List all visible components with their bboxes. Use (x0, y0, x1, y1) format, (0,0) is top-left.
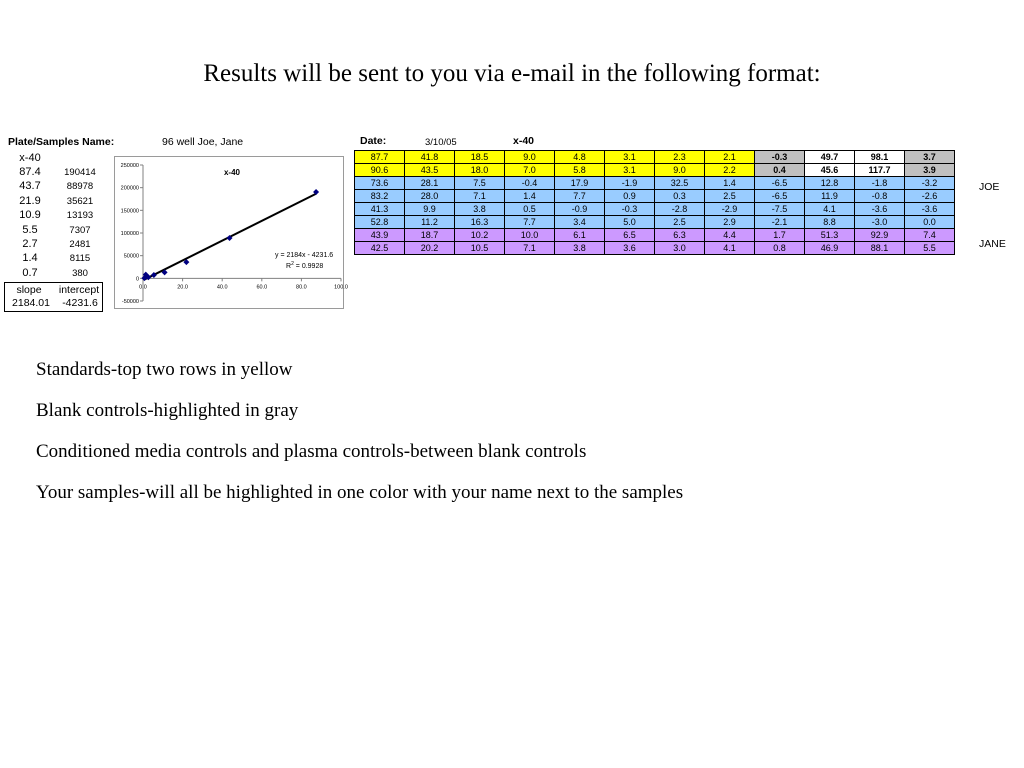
plate-cell: -0.3 (605, 203, 655, 216)
plate-cell: 17.9 (555, 177, 605, 190)
y-tick-label: 150000 (120, 208, 139, 215)
plate-cell: -0.9 (555, 203, 605, 216)
standard-signal: 88978 (66, 181, 94, 192)
plate-cell: 32.5 (655, 177, 705, 190)
plate-cell: 5.0 (605, 216, 655, 229)
sample-label-joe: JOE (979, 181, 1000, 193)
plate-cell: 0.5 (505, 203, 555, 216)
standard-signal: 8115 (69, 253, 91, 264)
plate-cell: 10.0 (505, 229, 555, 242)
plate-cell: -0.3 (755, 151, 805, 164)
plate-cell: 18.0 (455, 164, 505, 177)
instruction-line: Standards-top two rows in yellow (36, 359, 293, 380)
plate-samples-value: 96 well Joe, Jane (162, 136, 244, 148)
plate-cell: 3.8 (555, 242, 605, 255)
plate-cell: 42.5 (355, 242, 405, 255)
date-label: Date: (360, 135, 387, 147)
plate-cell: -2.9 (705, 203, 755, 216)
plate-cell: 0.9 (605, 190, 655, 203)
plate-cell: 3.6 (605, 242, 655, 255)
plate-cell: 3.1 (605, 151, 655, 164)
plate-cell: 10.2 (455, 229, 505, 242)
standard-concentration: 5.5 (22, 224, 38, 236)
r-squared-letter: R (286, 263, 292, 270)
plate-cell: 20.2 (405, 242, 455, 255)
sample-label-jane: JANE (979, 238, 1006, 250)
plate-cell: 18.5 (455, 151, 505, 164)
standard-concentration: 21.9 (19, 195, 41, 207)
chart-title: x-40 (223, 168, 241, 177)
plate-cell: -6.5 (755, 190, 805, 203)
plate-cell: -1.8 (855, 177, 905, 190)
plate-row (355, 242, 955, 255)
plate-cell: 7.1 (455, 190, 505, 203)
plate-cell: -3.2 (905, 177, 955, 190)
plate-cell: 4.4 (705, 229, 755, 242)
plate-cell: 98.1 (855, 151, 905, 164)
plate-cell: -7.5 (755, 203, 805, 216)
plate-cell: 7.1 (505, 242, 555, 255)
r-squared-value: = 0.9928 (293, 263, 324, 270)
plate-cell: 28.0 (405, 190, 455, 203)
plate-cell: 2.3 (655, 151, 705, 164)
y-tick-label: -50000 (121, 299, 139, 305)
standard-concentration: 87.4 (19, 166, 41, 178)
slope-label: slope (16, 284, 42, 296)
plate-cell: 49.7 (805, 151, 855, 164)
plate-cell: 9.0 (655, 164, 705, 177)
plate-row (355, 216, 955, 229)
instructions-list (36, 356, 683, 520)
r-squared-superscript: 2 (291, 261, 294, 267)
standard-signal: 190414 (64, 167, 96, 178)
assay-label: x-40 (513, 135, 535, 147)
standard-signal: 13193 (66, 210, 94, 221)
y-tick-label: 250000 (120, 163, 139, 169)
standard-concentration: 0.7 (22, 267, 38, 279)
plate-cell: 9.0 (505, 151, 555, 164)
plate-cell: 90.6 (355, 164, 405, 177)
plate-cell: 8.8 (805, 216, 855, 229)
plate-cell: 88.1 (855, 242, 905, 255)
standards-header: x-40 (19, 152, 41, 164)
date-value: 3/10/05 (425, 137, 457, 148)
plate-cell: -2.8 (655, 203, 705, 216)
plate-cell: 41.8 (405, 151, 455, 164)
standard-concentration: 2.7 (22, 238, 38, 250)
plate-cell: 11.9 (805, 190, 855, 203)
plate-cell: 3.0 (655, 242, 705, 255)
plate-cell: 46.9 (805, 242, 855, 255)
y-tick-label: 50000 (123, 253, 139, 260)
plate-cell: 4.8 (555, 151, 605, 164)
standard-signal: 7307 (69, 225, 91, 236)
x-tick-label: 40.0 (216, 284, 228, 291)
plate-row (355, 190, 955, 203)
plate-cell: 0.3 (655, 190, 705, 203)
plate-cell: 16.3 (455, 216, 505, 229)
page-title: Results will be sent to you via e-mail in the following format: (203, 60, 821, 87)
plate-cell: 3.9 (905, 164, 955, 177)
plate-cell: -0.4 (505, 177, 555, 190)
plate-cell: 7.5 (455, 177, 505, 190)
plate-cell: 87.7 (355, 151, 405, 164)
plate-row (355, 203, 955, 216)
plate-cell: 3.7 (905, 151, 955, 164)
r-squared (286, 261, 323, 270)
plate-cell: 0.4 (755, 164, 805, 177)
standard-curve-chart (114, 156, 348, 309)
plate-cell: -1.9 (605, 177, 655, 190)
plate-cell: -0.8 (855, 190, 905, 203)
x-tick-label: 20.0 (177, 284, 188, 291)
plate-cell: 1.7 (755, 229, 805, 242)
plate-cell: 5.8 (555, 164, 605, 177)
plate-cell: 7.7 (555, 190, 605, 203)
plate-row (355, 151, 955, 164)
plate-cell: 2.9 (705, 216, 755, 229)
standard-concentration: 1.4 (22, 252, 38, 264)
plate-cell: 92.9 (855, 229, 905, 242)
plate-cell: 0.8 (755, 242, 805, 255)
plate-cell: 83.2 (355, 190, 405, 203)
plate-cell: 12.8 (805, 177, 855, 190)
plate-cell: 0.0 (905, 216, 955, 229)
plate-cell: 18.7 (405, 229, 455, 242)
plate-cell: 51.3 (805, 229, 855, 242)
plate-cell: 117.7 (855, 164, 905, 177)
y-tick-label: 200000 (120, 185, 139, 192)
plate-cell: -2.6 (905, 190, 955, 203)
plate-row (355, 177, 955, 190)
plate-cell: -2.1 (755, 216, 805, 229)
plate-cell: 73.6 (355, 177, 405, 190)
plate-cell: -6.5 (755, 177, 805, 190)
plate-cell: 45.6 (805, 164, 855, 177)
standard-signal: 35621 (66, 196, 94, 207)
y-tick-label: 0 (135, 276, 139, 283)
instruction-line: Blank controls-highlighted in gray (36, 400, 299, 421)
plate-cell: 7.4 (905, 229, 955, 242)
plate-cell: 1.4 (505, 190, 555, 203)
plate-cell: 2.5 (655, 216, 705, 229)
plate-cell: 7.0 (505, 164, 555, 177)
x-tick-label: 80.0 (296, 284, 307, 291)
plate-cell: 52.8 (355, 216, 405, 229)
plate-cell: 41.3 (355, 203, 405, 216)
plate-row (355, 229, 955, 242)
plate-cell: 2.5 (705, 190, 755, 203)
x-tick-label: 0.0 (139, 284, 147, 291)
standard-concentration: 43.7 (19, 180, 41, 192)
x-tick-label: 100.0 (334, 284, 348, 291)
plate-results-table (354, 150, 955, 255)
intercept-label: intercept (58, 284, 100, 296)
standard-signal: 380 (72, 268, 88, 279)
plate-cell: 2.1 (705, 151, 755, 164)
plate-cell: 1.4 (705, 177, 755, 190)
plate-cell: -3.6 (905, 203, 955, 216)
plate-cell: 9.9 (405, 203, 455, 216)
plate-cell: 6.1 (555, 229, 605, 242)
plate-cell: 7.7 (505, 216, 555, 229)
plate-cell: 2.2 (705, 164, 755, 177)
plate-cell: -3.6 (855, 203, 905, 216)
instruction-line: Your samples-will all be highlighted in one color with your name next to the samples (36, 482, 684, 503)
slope-value: 2184.01 (12, 297, 50, 309)
plate-cell: 3.8 (455, 203, 505, 216)
plate-cell: 3.1 (605, 164, 655, 177)
plate-cell: 4.1 (705, 242, 755, 255)
standard-signal: 2481 (69, 239, 91, 250)
plate-cell: 28.1 (405, 177, 455, 190)
plate-cell: -3.0 (855, 216, 905, 229)
instruction-line: Conditioned media controls and plasma controls-between blank controls (36, 441, 587, 462)
plate-cell: 6.3 (655, 229, 705, 242)
trendline-equation: y = 2184x - 4231.6 (275, 252, 334, 259)
plate-cell: 6.5 (605, 229, 655, 242)
y-tick-label: 100000 (120, 231, 139, 237)
plate-cell: 43.5 (405, 164, 455, 177)
plate-samples-label: Plate/Samples Name: (8, 136, 115, 148)
slope-intercept-box (4, 282, 103, 312)
standard-concentration: 10.9 (19, 209, 41, 221)
plate-cell: 43.9 (355, 229, 405, 242)
chart-svg (115, 157, 348, 308)
plate-row (355, 164, 955, 177)
intercept-value: -4231.6 (62, 297, 98, 309)
plate-cell: 4.1 (805, 203, 855, 216)
x-tick-label: 60.0 (256, 284, 268, 291)
plate-cell: 11.2 (405, 216, 455, 229)
plate-cell: 5.5 (905, 242, 955, 255)
plate-cell: 3.4 (555, 216, 605, 229)
plate-cell: 10.5 (455, 242, 505, 255)
